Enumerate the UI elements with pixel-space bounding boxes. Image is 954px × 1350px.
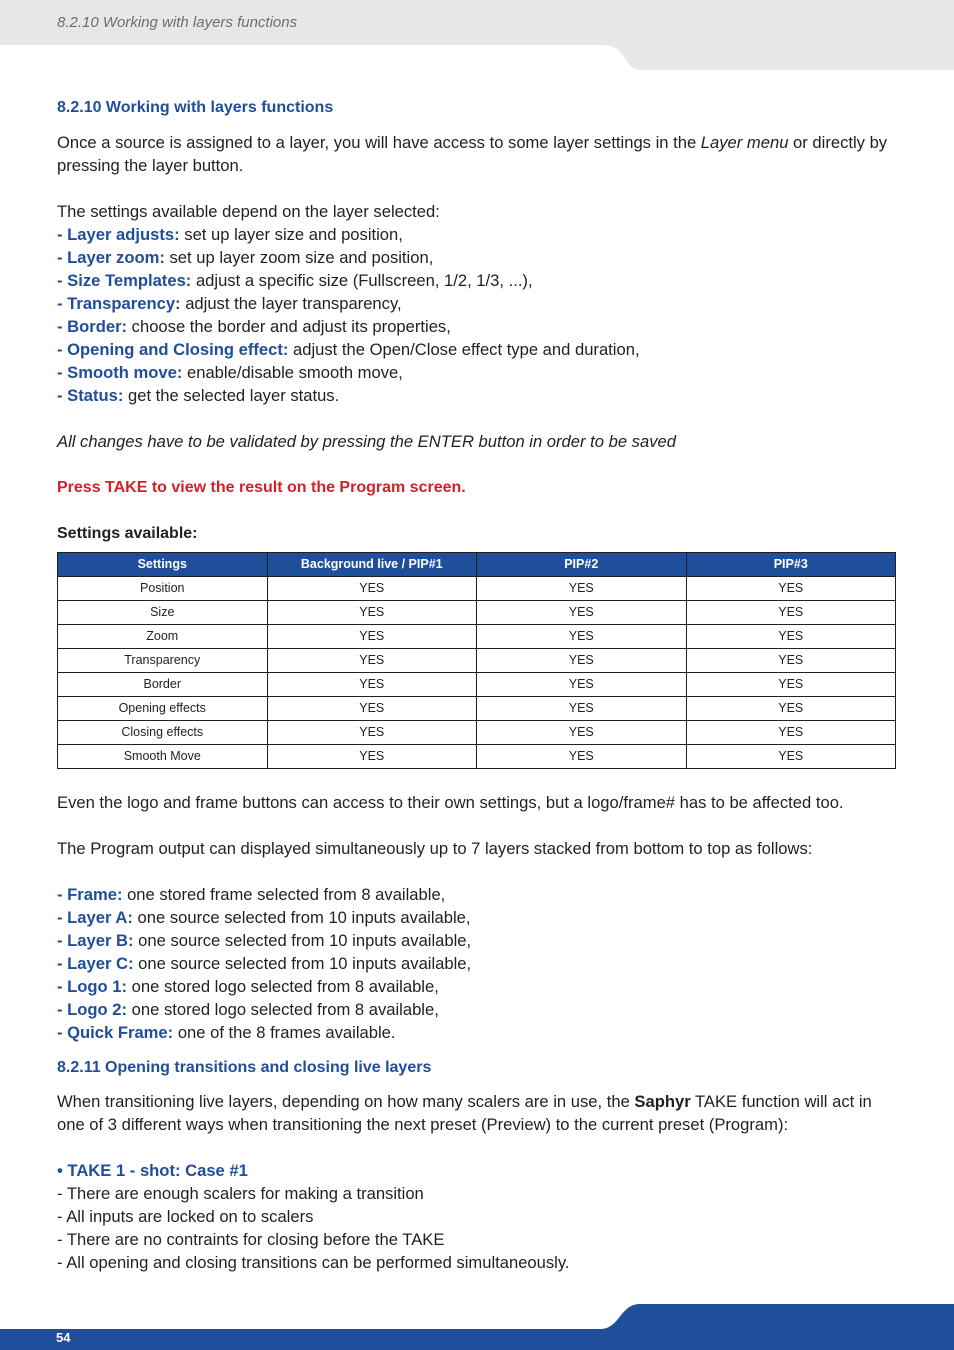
intro-text-end: or directly by pressing the layer button. <box>57 133 888 175</box>
table-cell: Smooth Move <box>58 745 268 769</box>
column-header: Background live / PIP#1 <box>267 553 477 577</box>
table-row <box>58 721 896 745</box>
table-cell: YES <box>267 601 477 625</box>
layers-list <box>57 883 899 1044</box>
table-cell: YES <box>267 673 477 697</box>
table-cell: Transparency <box>58 649 268 673</box>
table-cell: Closing effects <box>58 721 268 745</box>
table-cell: YES <box>267 577 477 601</box>
layer-item-label: - Layer C: <box>57 954 134 973</box>
table-cell: Opening effects <box>58 697 268 721</box>
table-row <box>58 625 896 649</box>
header-band <box>0 0 954 70</box>
settings-item <box>57 361 899 384</box>
settings-item-text: set up layer size and position, <box>179 225 403 244</box>
table-cell: YES <box>686 601 896 625</box>
transition-intro <box>57 1090 899 1136</box>
settings-item-text: adjust the layer transparency, <box>180 294 402 313</box>
section-heading: 8.2.10 Working with layers functions <box>57 99 334 116</box>
table-cell: Border <box>58 673 268 697</box>
table-cell: YES <box>477 649 687 673</box>
table-cell: YES <box>267 649 477 673</box>
table-row <box>58 649 896 673</box>
settings-list <box>57 223 899 407</box>
settings-item <box>57 338 899 361</box>
table-cell: YES <box>477 745 687 769</box>
settings-item-text: set up layer zoom size and position, <box>164 248 434 267</box>
table-cell: YES <box>477 601 687 625</box>
layer-menu-term: Layer menu <box>700 133 789 152</box>
layer-item-text: one stored logo selected from 8 available, <box>127 977 439 996</box>
layer-item <box>57 975 899 998</box>
table-row <box>58 745 896 769</box>
table-cell: YES <box>267 721 477 745</box>
table-cell: YES <box>686 577 896 601</box>
validation-note: All changes have to be validated by pressing the ENTER button in order to be saved <box>57 432 676 451</box>
table-header-row <box>58 553 896 577</box>
layer-item <box>57 1021 899 1044</box>
table-cell: YES <box>686 673 896 697</box>
settings-intro: The settings available depend on the layer selected: <box>57 202 440 221</box>
page-content <box>57 96 899 1274</box>
table-cell: YES <box>267 625 477 649</box>
layer-item <box>57 906 899 929</box>
transition-intro-text: When transitioning live layers, depending on how many scalers are in use, the <box>57 1092 635 1111</box>
page-number: 54 <box>56 1330 71 1345</box>
settings-item-label: - Size Templates: <box>57 271 192 290</box>
section-heading-2: 8.2.11 Opening transitions and closing live layers <box>57 1059 432 1076</box>
take-note: Press TAKE to view the result on the Program screen. <box>57 479 466 496</box>
settings-table <box>57 552 896 769</box>
case-line: - There are no contraints for closing before the TAKE <box>57 1230 445 1249</box>
layer-item-label: - Quick Frame: <box>57 1023 174 1042</box>
layer-item-text: one source selected from 10 inputs available, <box>132 908 471 927</box>
settings-item-text: get the selected layer status. <box>123 386 340 405</box>
settings-item-label: - Layer adjusts: <box>57 225 180 244</box>
settings-item <box>57 292 899 315</box>
table-body <box>58 577 896 769</box>
settings-item <box>57 315 899 338</box>
footer-band <box>0 1304 954 1350</box>
table-cell: YES <box>686 697 896 721</box>
layer-item-label: - Logo 1: <box>57 977 128 996</box>
table-row <box>58 577 896 601</box>
settings-item <box>57 246 899 269</box>
case-line: - There are enough scalers for making a transition <box>57 1184 424 1203</box>
settings-item-text: enable/disable smooth move, <box>182 363 403 382</box>
settings-item-label: - Opening and Closing effect: <box>57 340 289 359</box>
table-row <box>58 697 896 721</box>
settings-item-text: adjust a specific size (Fullscreen, 1/2, 1/3, ...), <box>191 271 533 290</box>
case-lines <box>57 1182 899 1274</box>
table-cell: YES <box>686 721 896 745</box>
settings-item-label: - Layer zoom: <box>57 248 165 267</box>
settings-item-text: choose the border and adjust its properties, <box>127 317 451 336</box>
transition-intro-text-end: TAKE function will act in one of 3 different ways when transitioning the next preset (Preview) to the current preset (Program): <box>57 1092 872 1134</box>
layer-item-text: one stored frame selected from 8 available, <box>122 885 446 904</box>
running-header: 8.2.10 Working with layers functions <box>57 14 298 31</box>
layer-item-text: one source selected from 10 inputs available, <box>133 931 472 950</box>
layer-item-label: - Logo 2: <box>57 1000 128 1019</box>
column-header: Settings <box>58 553 268 577</box>
table-cell: YES <box>477 697 687 721</box>
program-note: The Program output can displayed simultaneously up to 7 layers stacked from bottom to top as follows: <box>57 839 813 858</box>
logo-note: Even the logo and frame buttons can access to their own settings, but a logo/frame# has to be affected too. <box>57 793 844 812</box>
layer-item <box>57 883 899 906</box>
table-cell: YES <box>686 649 896 673</box>
settings-item <box>57 269 899 292</box>
settings-item-label: - Border: <box>57 317 128 336</box>
column-header: PIP#3 <box>686 553 896 577</box>
table-cell: YES <box>686 625 896 649</box>
settings-item-label: - Status: <box>57 386 124 405</box>
case-line: - All inputs are locked on to scalers <box>57 1207 314 1226</box>
table-cell: Zoom <box>58 625 268 649</box>
layer-item-label: - Frame: <box>57 885 123 904</box>
layer-item-label: - Layer A: <box>57 908 133 927</box>
layer-item-text: one stored logo selected from 8 available, <box>127 1000 439 1019</box>
settings-item-text: adjust the Open/Close effect type and duration, <box>288 340 640 359</box>
settings-item <box>57 223 899 246</box>
column-header: PIP#2 <box>477 553 687 577</box>
table-cell: Size <box>58 601 268 625</box>
case-line: - All opening and closing transitions can be performed simultaneously. <box>57 1253 570 1272</box>
table-cell: Position <box>58 577 268 601</box>
table-cell: YES <box>477 673 687 697</box>
table-row <box>58 673 896 697</box>
layer-item <box>57 929 899 952</box>
settings-item-label: - Smooth move: <box>57 363 183 382</box>
settings-item <box>57 384 899 407</box>
settings-available-title: Settings available: <box>57 525 198 542</box>
intro-text: Once a source is assigned to a layer, you will have access to some layer settings in the <box>57 133 701 152</box>
layer-item-label: - Layer B: <box>57 931 134 950</box>
layer-item-text: one of the 8 frames available. <box>173 1023 396 1042</box>
layer-item <box>57 998 899 1021</box>
case-title: • TAKE 1 - shot: Case #1 <box>57 1161 248 1180</box>
intro-paragraph <box>57 131 899 177</box>
table-cell: YES <box>267 745 477 769</box>
table-cell: YES <box>477 577 687 601</box>
brand-name: Saphyr <box>634 1092 691 1111</box>
layer-item-text: one source selected from 10 inputs available, <box>133 954 472 973</box>
layer-item <box>57 952 899 975</box>
table-cell: YES <box>477 625 687 649</box>
settings-item-label: - Transparency: <box>57 294 181 313</box>
table-cell: YES <box>267 697 477 721</box>
table-cell: YES <box>686 745 896 769</box>
table-cell: YES <box>477 721 687 745</box>
table-row <box>58 601 896 625</box>
